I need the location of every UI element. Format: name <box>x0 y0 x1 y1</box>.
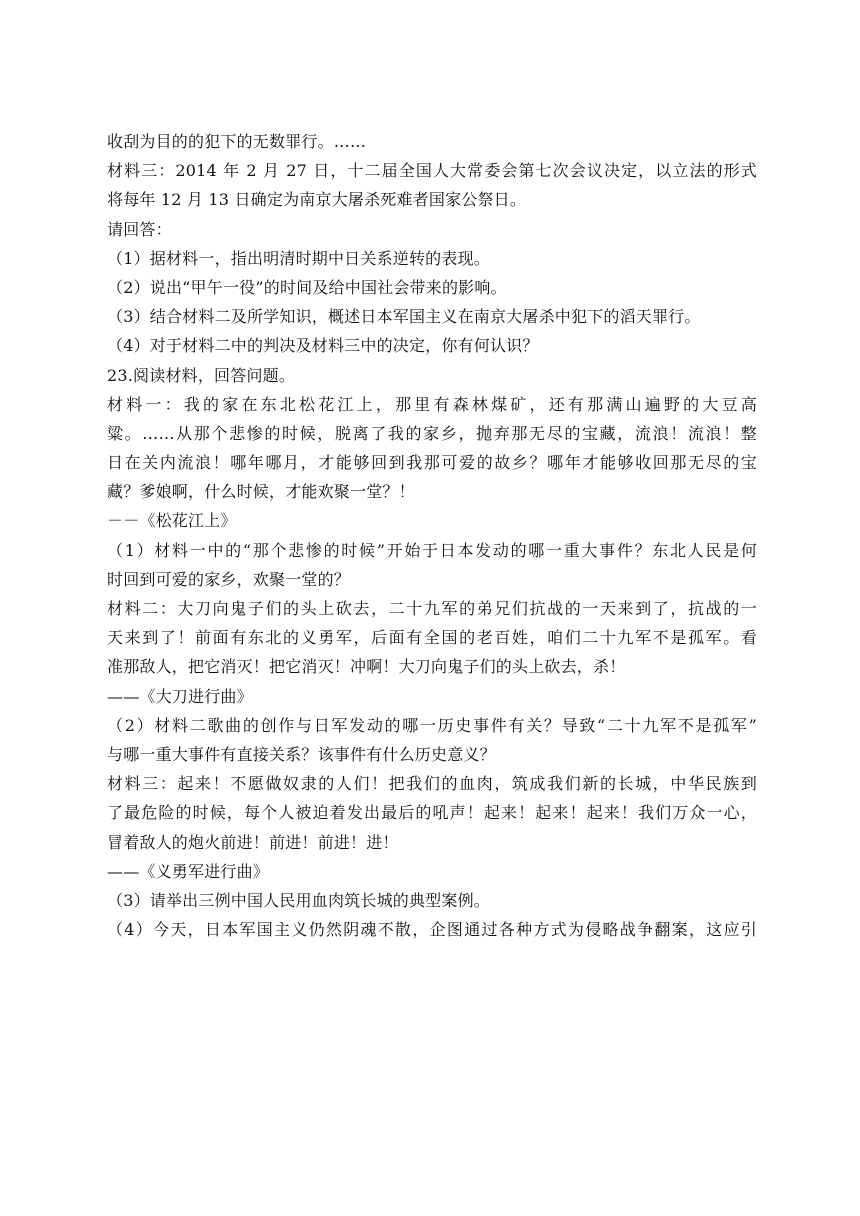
question-line: （3）请举出三例中国人民用血肉筑长城的典型案例。 <box>107 890 490 910</box>
text-line: 了最危险的时候，每个人被迫着发出最后的吼声！起来！起来！起来！我们万众一心， <box>107 803 757 823</box>
source-line: ——《大刀进行曲》 <box>107 686 253 706</box>
question-line: （1）材料一中的“那个悲惨的时候”开始于日本发动的哪一重大事件？东北人民是何 <box>107 540 757 560</box>
source-line: ——《义勇军进行曲》 <box>107 861 270 881</box>
question-line: （3）结合材料二及所学知识，概述日本军国主义在南京大屠杀中犯下的滔天罪行。 <box>107 307 701 327</box>
text-line: 将每年 12 月 13 日确定为南京大屠杀死难者国家公祭日。 <box>107 190 527 210</box>
text-line: 材料一：我的家在东北松花江上，那里有森林煤矿，还有那满山遍野的大豆高 <box>107 394 757 414</box>
text-line: 材料三：2014 年 2 月 27 日，十二届全国人大常委会第七次会议决定，以立法的形式 <box>107 161 757 181</box>
question-line: 与哪一重大事件有直接关系？该事件有什么历史意义？ <box>107 744 496 764</box>
text-line: 天来到了！前面有东北的义勇军，后面有全国的老百姓，咱们二十九军不是孤军。看 <box>107 628 757 648</box>
text-line: 材料二：大刀向鬼子们的头上砍去，二十九军的弟兄们抗战的一天来到了，抗战的一 <box>107 599 757 618</box>
text-line: 日在关内流浪！哪年哪月，才能够回到我那可爱的故乡？哪年才能够收回那无尽的宝 <box>107 453 757 473</box>
question-line: （2）说出“甲午一役”的时间及给中国社会带来的影响。 <box>107 277 507 297</box>
question-line: 时回到可爱的家乡，欢聚一堂的？ <box>107 569 351 589</box>
source-line: －－《松花江上》 <box>107 511 237 531</box>
question-line: （2）材料二歌曲的创作与日军发动的哪一历史事件有关？导致“二十九军不是孤军” <box>107 715 757 735</box>
text-line: 请回答： <box>107 219 172 239</box>
text-line: 粱。……从那个悲惨的时候，脱离了我的家乡，抛弃那无尽的宝藏，流浪！流浪！整 <box>107 423 757 443</box>
document-body <box>107 127 757 944</box>
text-line: 准那敌人，把它消灭！把它消灭！冲啊！大刀向鬼子们的头上砍去，杀！ <box>107 657 626 677</box>
text-line: 冒着敌人的炮火前进！前进！前进！进！ <box>107 832 399 852</box>
text-line: 收刮为目的的犯下的无数罪行。…… <box>107 132 367 151</box>
question-line: （1）据材料一，指出明清时期中日关系逆转的表现。 <box>107 248 490 268</box>
question-line: （4）今天，日本军国主义仍然阴魂不散，企图通过各种方式为侵略战争翻案，这应引 <box>107 920 757 940</box>
question-line: （4）对于材料二中的判决及材料三中的决定，你有何认识？ <box>107 336 539 356</box>
question-heading: 23.阅读材料，回答问题。 <box>107 365 296 385</box>
text-line: 藏？爹娘啊，什么时候，才能欢聚一堂？！ <box>107 482 415 502</box>
text-line: 材料三：起来！不愿做奴隶的人们！把我们的血肉，筑成我们新的长城，中华民族到 <box>107 774 757 794</box>
